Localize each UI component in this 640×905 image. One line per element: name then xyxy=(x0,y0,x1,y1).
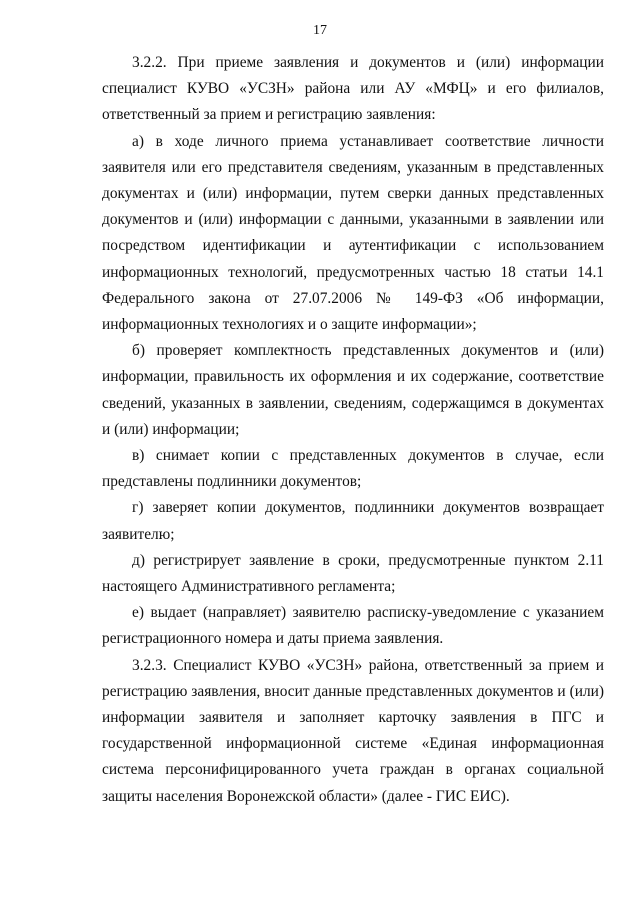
document-body xyxy=(102,50,604,810)
paragraph-3-2-3: 3.2.3. Специалист КУВО «УСЗН» района, ответственный за прием и регистрацию заявления, вносит данные представленных документов и (или) информации заявителя и заполняет карточку заявления в ПГС и государственной информационной системе «Единая информационная система персонифицированного учета граждан в органах социальной защиты населения Воронежской области» (далее - ГИС ЕИС). xyxy=(102,656,604,805)
paragraph-item-a: а) в ходе личного приема устанавливает соответствие личности заявителя или его представителя сведениям, указанным в представленных документах и (или) информации, путем сверки данных представленных документов и (или) информации с данными, указанными в заявлении или посредством идентификации и аутентификации с использованием информационных технологий, предусмотренных частью 18 статьи 14.1 Федерального закона от 27.07.2006 № 149-ФЗ «Об информации, информационных технологиях и о защите информации»; xyxy=(102,132,604,334)
paragraph-3-2-2: 3.2.2. При приеме заявления и документов и (или) информации специалист КУВО «УСЗН» района или АУ «МФЦ» и его филиалов, ответственный за прием и регистрацию заявления: xyxy=(102,54,604,124)
paragraph-item-b: б) проверяет комплектность представленных документов и (или) информации, правильность их оформления и их содержание, соответствие сведений, указанных в заявлении, сведениям, содержащимся в документах и (или) информации; xyxy=(102,342,604,438)
page-number: 17 xyxy=(313,23,327,38)
paragraph-item-e: е) выдает (направляет) заявителю расписку-уведомление с указанием регистрационного номера и даты приема заявления. xyxy=(102,604,604,648)
paragraph-item-d: д) регистрирует заявление в сроки, предусмотренные пунктом 2.11 настоящего Административного регламента; xyxy=(102,551,604,596)
paragraph-item-g: г) заверяет копии документов, подлинники документов возвращает заявителю; xyxy=(102,499,604,543)
paragraph-item-v: в) снимает копии с представленных документов в случае, если представлены подлинники документов; xyxy=(102,447,604,491)
